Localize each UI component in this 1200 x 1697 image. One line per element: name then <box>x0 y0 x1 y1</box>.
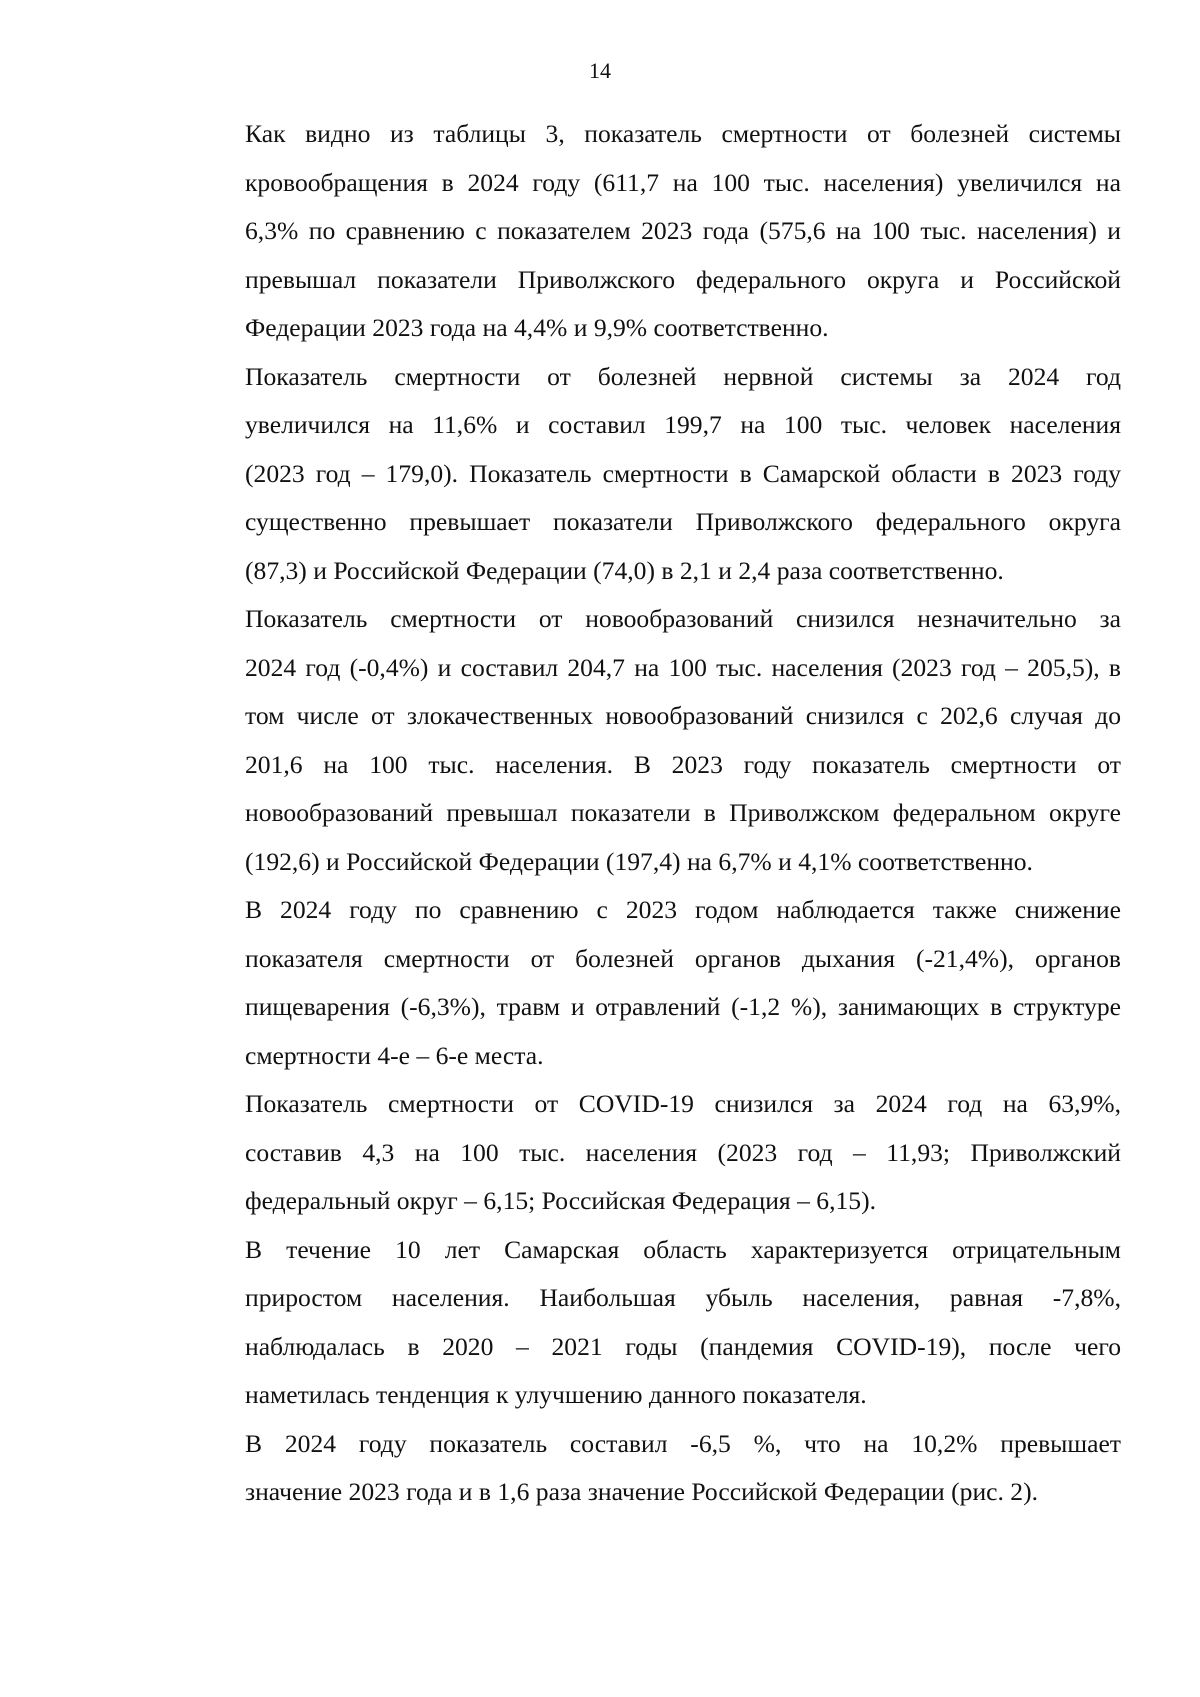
text-line: Показатель смертности от COVID-19 снизился за 2024 год на 63,9%, <box>245 1089 1121 1118</box>
text-line: В 2024 году показатель составил -6,5 %, что на 10,2% превышает <box>245 1428 1121 1458</box>
text-line: федеральный округ – 6,15; Российская Федерация – 6,15). <box>245 1186 877 1215</box>
text-line: Показатель смертности от новообразований снизился незначительно за <box>245 604 1121 633</box>
text-line: наметилась тенденция к улучшению данного показателя. <box>245 1380 867 1409</box>
text-line: превышал показатели Приволжского федерального округа и Российской <box>245 264 1121 294</box>
text-line: наблюдалась в 2020 – 2021 годы (пандемия COVID-19), после чего <box>245 1331 1121 1361</box>
text-line: показателя смертности от болезней органов дыхания (-21,4%), органов <box>245 943 1121 973</box>
text-line: новообразований превышал показатели в Приволжском федеральном округе <box>245 798 1121 827</box>
text-line: кровообращения в 2024 году (611,7 на 100 тыс. населения) увеличился на <box>245 167 1121 197</box>
paragraph-nervous-system-mortality <box>173 353 1121 596</box>
text-line: (192,6) и Российской Федерации (197,4) на 6,7% и 4,1% соответственно. <box>245 846 1033 876</box>
text-line: увеличился на 11,6% и составил 199,7 на 100 тыс. человек населения <box>245 410 1121 439</box>
text-line: 6,3% по сравнению с показателем 2023 года (575,6 на 100 тыс. населения) и <box>245 216 1121 245</box>
paragraph-covid-mortality <box>173 1080 1121 1226</box>
document-body <box>173 110 1121 1517</box>
paragraph-cardiovascular-mortality <box>173 110 1121 353</box>
text-line: составив 4,3 на 100 тыс. населения (2023 год – 11,93; Приволжский <box>245 1137 1121 1167</box>
text-line: существенно превышает показатели Приволжского федерального округа <box>245 507 1121 536</box>
page-number: 14 <box>589 58 611 83</box>
text-line: 2024 год (-0,4%) и составил 204,7 на 100 тыс. населения (2023 год – 205,5), в <box>245 652 1121 682</box>
paragraph-population-growth <box>173 1226 1121 1420</box>
text-line: (2023 год – 179,0). Показатель смертности в Самарской области в 2023 году <box>245 458 1121 488</box>
text-line: 201,6 на 100 тыс. населения. В 2023 году показатель смертности от <box>245 749 1121 779</box>
text-line: (87,3) и Российской Федерации (74,0) в 2,1 и 2,4 раза соответственно. <box>245 555 1004 585</box>
text-line: Федерации 2023 года на 4,4% и 9,9% соответственно. <box>245 313 829 342</box>
text-line: пищеварения (-6,3%), травм и отравлений (-1,2 %), занимающих в структуре <box>245 992 1121 1021</box>
text-line: значение 2023 года и в 1,6 раза значение Российской Федерации (рис. 2). <box>245 1477 1039 1506</box>
text-line: Показатель смертности от болезней нервной системы за 2024 год <box>245 361 1121 391</box>
text-line: В 2024 году по сравнению с 2023 годом наблюдается также снижение <box>245 895 1121 924</box>
text-line: смертности 4-е – 6-е места. <box>245 1040 544 1070</box>
paragraph-2024-indicator <box>173 1420 1121 1517</box>
text-line: приростом населения. Наибольшая убыль населения, равная -7,8%, <box>245 1283 1121 1312</box>
paragraph-neoplasm-mortality <box>173 595 1121 886</box>
text-line: В течение 10 лет Самарская область характеризуется отрицательным <box>245 1234 1121 1264</box>
text-line: том числе от злокачественных новообразований снизился с 202,6 случая до <box>245 701 1121 730</box>
paragraph-respiratory-digestive-mortality <box>173 886 1121 1080</box>
text-line: Как видно из таблицы 3, показатель смертности от болезней системы <box>245 119 1121 148</box>
